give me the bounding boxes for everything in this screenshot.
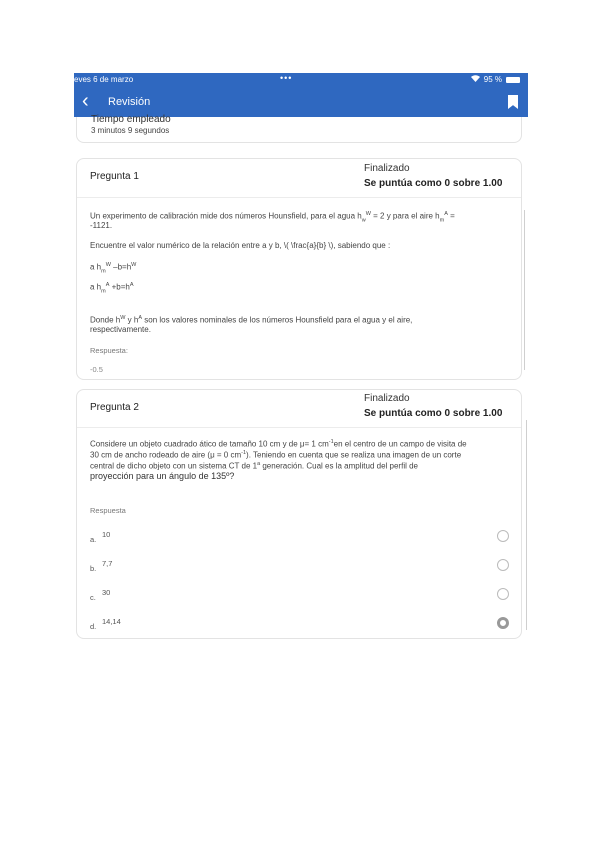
page-title: Revisión [108,96,151,108]
time-value: 3 minutos 9 segundos [91,126,170,135]
radio-button-selected[interactable] [497,617,509,629]
back-chevron-icon[interactable]: ‹ [82,90,89,112]
equation-1: a $h_m^W$ $-b=h^W$ [90,262,137,275]
card-divider [77,427,521,428]
question-state: Finalizado [364,393,410,404]
question-text-line-1: Considere un objeto cuadrado ático de tamaño 10 cm y de μ= 1 $cm^{-1}en$ el centro de un campo de visita de [90,439,467,449]
question-text-line-4: proyección para un ángulo de 135º? [90,471,235,481]
battery-icon [506,77,520,83]
option-text: 10 [102,530,111,539]
question-title: Pregunta 1 [90,171,139,182]
status-bar [74,73,528,87]
battery-percent: 95 % [483,75,502,84]
question-text-line-2: -1121. [90,221,113,230]
question-grade: Se puntúa como 0 sobre 1.00 [364,178,503,189]
answer-label: Respuesta: [90,346,128,355]
scrollbar[interactable] [526,420,527,630]
option-a[interactable] [90,530,510,546]
radio-button[interactable] [497,559,509,571]
scrollbar[interactable] [524,210,525,370]
option-d[interactable] [90,617,510,633]
answer-value: -0.5 [90,365,103,374]
time-label: Tiempo empleado [91,114,171,125]
option-c[interactable] [90,588,510,604]
multitask-dots[interactable]: ••• [280,73,293,83]
status-right [471,75,520,84]
question-text-line-4: Donde $h^W$ y $h^A$ son los valores nominales de los números Hounsfield para el agua y el aire, [90,315,413,325]
navigation-bar [74,87,528,117]
answer-label: Respuesta [90,506,126,515]
equation-2: a $h_m^A +b=h^A$ [90,282,134,295]
question-title: Pregunta 2 [90,402,139,413]
option-text: 7,7 [102,559,113,568]
card-divider [77,197,521,198]
status-time: eves 6 de marzo [74,75,134,84]
question-card-1 [76,158,522,380]
question-text-line-3: central de dicho objeto con un sistema CT de 1$^a$ generación. Cual es la amplitud del perfil de [90,461,418,471]
option-text: 30 [102,588,111,597]
bookmark-icon[interactable] [508,95,518,109]
question-state: Finalizado [364,163,410,174]
option-letter: d. [90,622,97,631]
question-text-line-1: Un experimento de calibración mide dos números Hounsfield, para el agua $h_w^W = 2$ y para el aire $h_m^A$ = [90,211,455,224]
option-letter: b. [90,564,97,573]
question-grade: Se puntúa como 0 sobre 1.00 [364,408,503,419]
question-text-line-2: 30 cm de ancho rodeado de aire (μ = 0 $cm^{-1}$). Teniendo en cuenta que se realiza una imagen de un corte [90,450,462,460]
radio-button[interactable] [497,530,509,542]
option-letter: a. [90,535,97,544]
radio-button[interactable] [497,588,509,600]
question-text-line-3: Encuentre el valor numérico de la relación entre a y b, \( \frac{a}{b} \), sabiendo que : [90,241,391,250]
option-letter: c. [90,593,96,602]
wifi-icon [471,75,480,84]
question-card-2 [76,389,522,639]
question-text-line-5: respectivamente. [90,325,151,334]
option-text: 14,14 [102,617,121,626]
time-info-card [76,114,522,143]
option-b[interactable] [90,559,510,575]
